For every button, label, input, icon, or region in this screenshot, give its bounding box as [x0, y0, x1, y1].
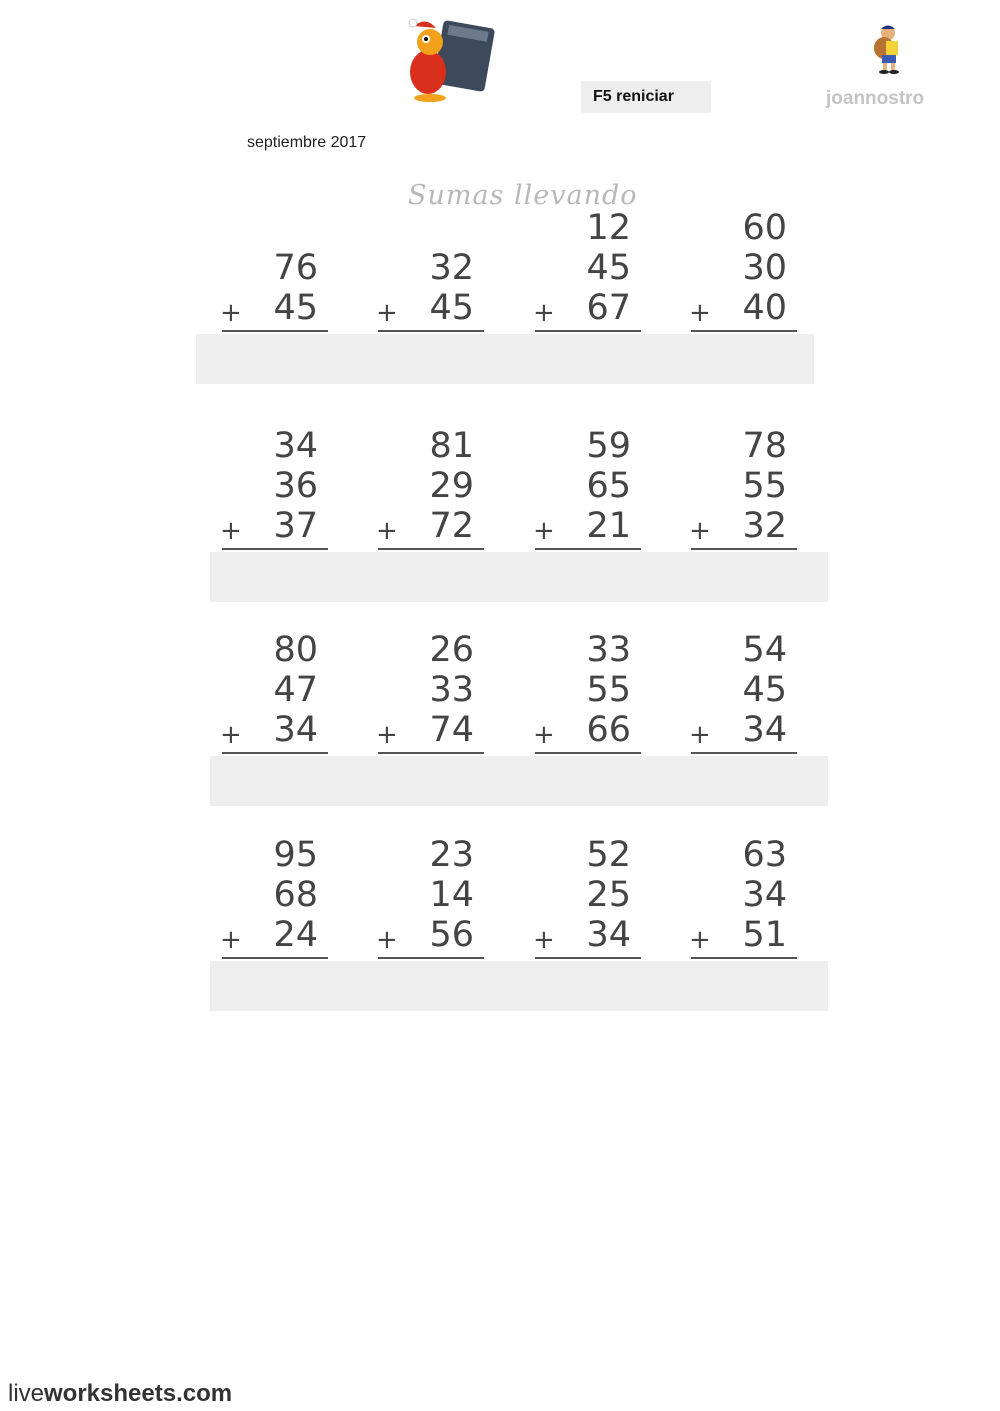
addend: 24: [273, 915, 318, 955]
answer-input[interactable]: [388, 969, 478, 1005]
plus-sign: +: [689, 925, 711, 955]
brand-light: live: [8, 1380, 45, 1407]
plus-sign: +: [533, 720, 555, 750]
addend: 55: [742, 466, 787, 506]
answer-input[interactable]: [701, 560, 791, 596]
answer-input[interactable]: [232, 560, 322, 596]
answer-input[interactable]: [545, 764, 635, 800]
addend: 52: [586, 835, 631, 875]
addend: 30: [742, 248, 787, 288]
addend: 72: [429, 506, 474, 546]
sum-line: [691, 330, 797, 332]
sum-line: [691, 752, 797, 754]
addend: 26: [429, 630, 474, 670]
author-name: joannostro: [826, 88, 925, 109]
sum-line: [378, 957, 484, 959]
addend: 33: [586, 630, 631, 670]
sum-line: [691, 957, 797, 959]
addend: 29: [429, 466, 474, 506]
plus-sign: +: [533, 925, 555, 955]
plus-sign: +: [220, 516, 242, 546]
duck-with-bible-icon: [404, 16, 496, 102]
answer-input[interactable]: [388, 764, 478, 800]
sum-line: [222, 957, 328, 959]
addend: 56: [429, 915, 474, 955]
sum-line: [378, 548, 484, 550]
plus-sign: +: [376, 516, 398, 546]
addend: 34: [742, 875, 787, 915]
answer-input[interactable]: [701, 342, 791, 378]
addend: 60: [742, 208, 787, 248]
liveworksheets-logo: [8, 1380, 232, 1408]
addend: 34: [273, 710, 318, 750]
addend: 54: [742, 630, 787, 670]
addend: 12: [586, 208, 631, 248]
addend: 32: [429, 248, 474, 288]
hiker-avatar-icon: [864, 24, 908, 74]
answer-input[interactable]: [232, 764, 322, 800]
addend: 34: [586, 915, 631, 955]
answer-input[interactable]: [701, 969, 791, 1005]
sum-line: [691, 548, 797, 550]
addend: 14: [429, 875, 474, 915]
reset-button[interactable]: F5 reniciar: [581, 81, 711, 113]
date-label: septiembre 2017: [247, 134, 367, 151]
addend: 34: [742, 710, 787, 750]
sum-line: [222, 548, 328, 550]
addend: 47: [273, 670, 318, 710]
plus-sign: +: [376, 925, 398, 955]
sum-line: [222, 330, 328, 332]
addend: 34: [273, 426, 318, 466]
addend: 66: [586, 710, 631, 750]
sum-line: [535, 752, 641, 754]
plus-sign: +: [220, 925, 242, 955]
plus-sign: +: [376, 298, 398, 328]
plus-sign: +: [220, 720, 242, 750]
answer-input[interactable]: [388, 342, 478, 378]
addend: 45: [586, 248, 631, 288]
addend: 76: [273, 248, 318, 288]
addend: 59: [586, 426, 631, 466]
answer-input[interactable]: [545, 342, 635, 378]
plus-sign: +: [533, 298, 555, 328]
sum-line: [535, 548, 641, 550]
addend: 33: [429, 670, 474, 710]
sum-line: [378, 752, 484, 754]
sum-line: [378, 330, 484, 332]
plus-sign: +: [220, 298, 242, 328]
answer-input[interactable]: [232, 342, 322, 378]
addend: 67: [586, 288, 631, 328]
addend: 51: [742, 915, 787, 955]
addend: 65: [586, 466, 631, 506]
addend: 80: [273, 630, 318, 670]
page-title: Sumas llevando: [408, 180, 638, 211]
sum-line: [222, 752, 328, 754]
sum-line: [535, 957, 641, 959]
addend: 45: [429, 288, 474, 328]
plus-sign: +: [376, 720, 398, 750]
addend: 95: [273, 835, 318, 875]
addend: 37: [273, 506, 318, 546]
addend: 40: [742, 288, 787, 328]
addend: 36: [273, 466, 318, 506]
addend: 21: [586, 506, 631, 546]
addend: 45: [742, 670, 787, 710]
addend: 32: [742, 506, 787, 546]
addend: 45: [273, 288, 318, 328]
addend: 63: [742, 835, 787, 875]
addend: 25: [586, 875, 631, 915]
addend: 23: [429, 835, 474, 875]
addend: 74: [429, 710, 474, 750]
addend: 55: [586, 670, 631, 710]
answer-input[interactable]: [545, 560, 635, 596]
answer-input[interactable]: [388, 560, 478, 596]
answer-input[interactable]: [701, 764, 791, 800]
answer-input[interactable]: [545, 969, 635, 1005]
addend: 68: [273, 875, 318, 915]
brand-bold: worksheets.com: [44, 1380, 233, 1407]
plus-sign: +: [533, 516, 555, 546]
sum-line: [535, 330, 641, 332]
plus-sign: +: [689, 720, 711, 750]
addend: 81: [429, 426, 474, 466]
answer-input[interactable]: [232, 969, 322, 1005]
addend: 78: [742, 426, 787, 466]
plus-sign: +: [689, 516, 711, 546]
plus-sign: +: [689, 298, 711, 328]
